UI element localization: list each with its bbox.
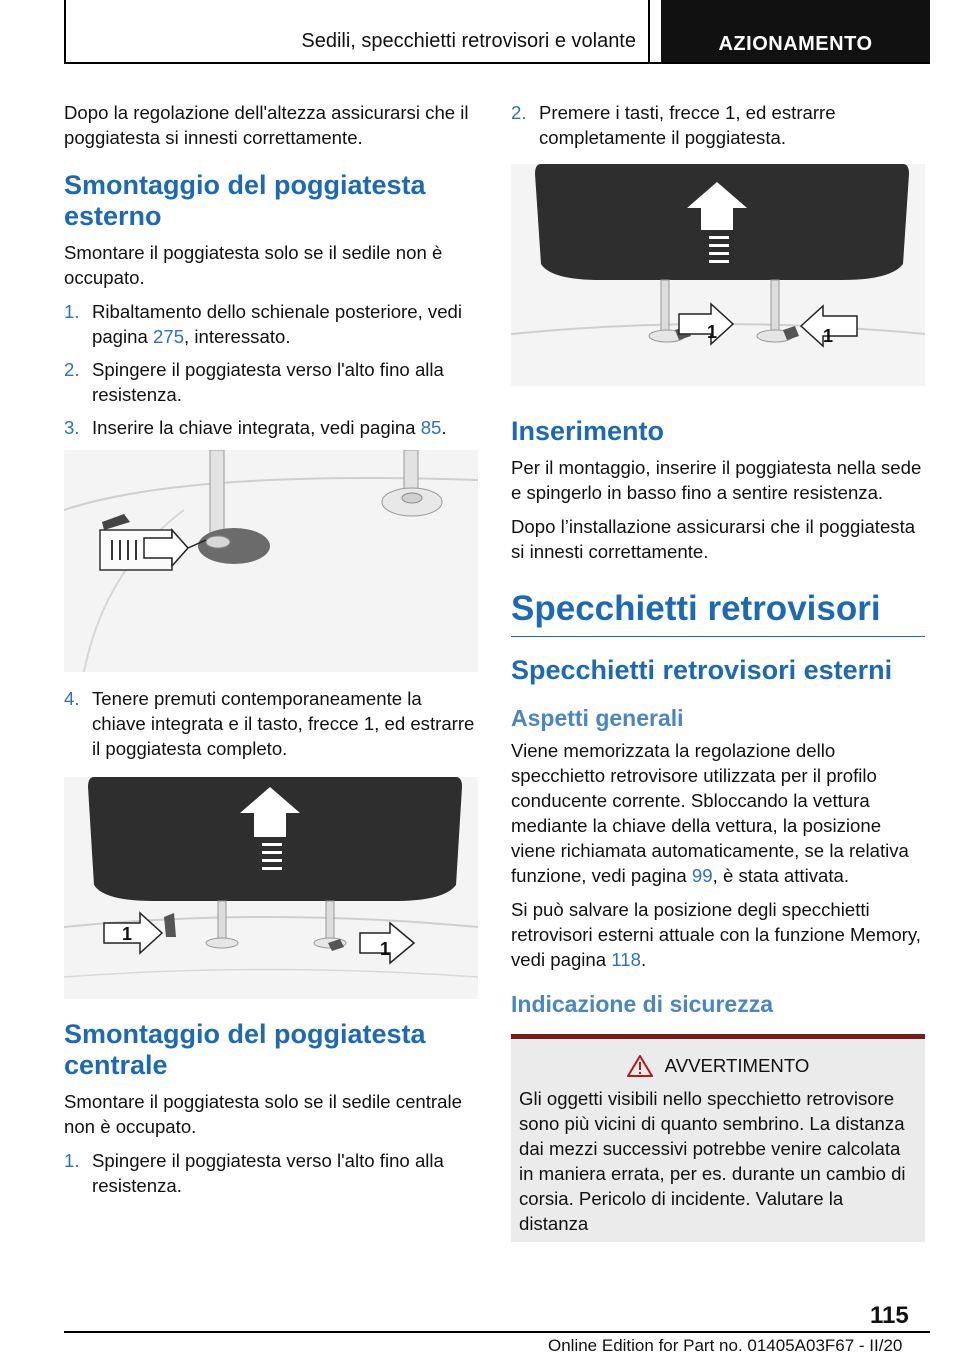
warning-label: AVVERTIMENTO bbox=[664, 1055, 810, 1076]
general-text-part: Si può salvare la posizione degli specchietti retrovisori esterni attuale con la funzione Memory, vedi pagina bbox=[511, 899, 921, 970]
step-text: Spingere il poggiatesta verso l'alto fino alla resistenza. bbox=[92, 1150, 444, 1196]
outer-headrest-title: Smontaggio del poggiatesta esterno bbox=[64, 170, 426, 231]
insert-text-2: Dopo l’installazione assicurarsi che il poggiatesta si innesti correttamente. bbox=[511, 516, 916, 562]
page-link[interactable]: 85 bbox=[420, 417, 442, 438]
key-insertion-drawing bbox=[64, 450, 478, 672]
header-chapter-tab: AZIONAMENTO bbox=[661, 0, 930, 64]
warning-text: Gli oggetti visibili nello specchietto retrovisore sono più vicini di quanto sembrino. La distanza dai mezzi successivi potrebbe venire calcolata in maniera errata, per es. durante un cambio di corsia. Pericolo di incidente. Valutare la distanza bbox=[519, 1088, 906, 1234]
arrow-label: 1 bbox=[707, 322, 718, 342]
general-title: Aspetti generali bbox=[511, 705, 684, 731]
page-link[interactable]: 275 bbox=[153, 326, 185, 347]
insert-text-1: Per il montaggio, inserire il poggiatesta nella sede e spingerlo in basso fino a sentire resistenza. bbox=[511, 457, 922, 503]
warning-header bbox=[519, 1053, 917, 1078]
step-text: Spingere il poggiatesta verso l'alto fino alla resistenza. bbox=[92, 359, 444, 405]
headrest-removal-drawing bbox=[511, 164, 925, 386]
intro-paragraph: Dopo la regolazione dell'altezza assicurarsi che il poggiatesta si innesti correttamente. bbox=[64, 102, 469, 148]
right-column bbox=[511, 100, 925, 1242]
general-text-part: Viene memorizzata la regolazione dello specchietto retrovisore utilizzata per il profilo conducente corrente. Sbloccando la vettura mediante la chiave della vettura, la posizione viene richiamata automaticamente, se la relativa funzione, vedi pagina bbox=[511, 740, 909, 886]
step-text-part: . bbox=[441, 417, 447, 438]
header-section-box bbox=[64, 0, 650, 64]
step-item bbox=[64, 357, 478, 407]
general-text-part: , è stata attivata. bbox=[712, 865, 850, 886]
general-text-2 bbox=[511, 897, 925, 972]
step-number: 3. bbox=[64, 417, 80, 438]
warning-box bbox=[511, 1034, 925, 1242]
step-number: 1. bbox=[64, 301, 80, 322]
external-mirrors-title: Specchietti retrovisori esterni bbox=[511, 655, 893, 685]
headrest-release-illustration bbox=[64, 777, 478, 999]
mirrors-title: Specchietti retrovisori bbox=[511, 588, 925, 637]
headrest-removal-illustration bbox=[511, 164, 925, 386]
page-number: 115 bbox=[870, 1302, 909, 1329]
edition-note: Online Edition for Part no. 01405A03F67 - II/20 bbox=[548, 1336, 903, 1355]
step-text: Tenere premuti contemporaneamente la chiave integrata e il tasto, frecce 1, ed estrarre il poggiatesta completo. bbox=[92, 688, 475, 759]
page-link[interactable]: 118 bbox=[611, 949, 641, 970]
step-item bbox=[64, 1148, 478, 1198]
headrest-release-drawing bbox=[64, 777, 478, 999]
arrow-label: 1 bbox=[380, 939, 391, 959]
step-text-part: Inserire la chiave integrata, vedi pagina bbox=[92, 417, 421, 438]
outer-headrest-text: Smontare il poggiatesta solo se il sedile non è occupato. bbox=[64, 242, 443, 288]
header-divider bbox=[64, 62, 930, 64]
arrow-label: 1 bbox=[122, 924, 133, 944]
step-number: 1. bbox=[64, 1150, 80, 1171]
step-item bbox=[64, 299, 478, 349]
step-text: Premere i tasti, frecce 1, ed estrarre completamente il poggiatesta. bbox=[539, 102, 836, 148]
step-item bbox=[64, 686, 478, 761]
left-column bbox=[64, 100, 478, 1206]
step-number: 2. bbox=[511, 102, 527, 123]
center-headrest-text: Smontare il poggiatesta solo se il sedile centrale non è occupato. bbox=[64, 1091, 462, 1137]
warning-triangle-icon bbox=[627, 1055, 653, 1077]
insert-title: Inserimento bbox=[511, 416, 665, 446]
footer-divider bbox=[64, 1331, 930, 1333]
step-item bbox=[511, 100, 925, 150]
arrow-label: 1 bbox=[823, 326, 834, 346]
general-text-1 bbox=[511, 738, 925, 888]
step-text bbox=[92, 415, 478, 440]
page-link[interactable]: 99 bbox=[691, 865, 713, 886]
step-text bbox=[92, 299, 478, 349]
general-text-part: . bbox=[640, 949, 647, 970]
header-section-title: Sedili, specchietti retrovisori e volante bbox=[301, 30, 636, 52]
center-headrest-title: Smontaggio del poggiatesta centrale bbox=[64, 1019, 426, 1080]
key-insertion-illustration bbox=[64, 450, 478, 672]
safety-title: Indicazione di sicurezza bbox=[511, 991, 774, 1017]
step-text-part: Ribaltamento dello schienale posteriore, vedi pagina bbox=[92, 301, 463, 347]
step-number: 2. bbox=[64, 359, 80, 380]
step-text-part: , interessato. bbox=[184, 326, 291, 347]
step-number: 4. bbox=[64, 688, 80, 709]
step-item bbox=[64, 415, 478, 440]
